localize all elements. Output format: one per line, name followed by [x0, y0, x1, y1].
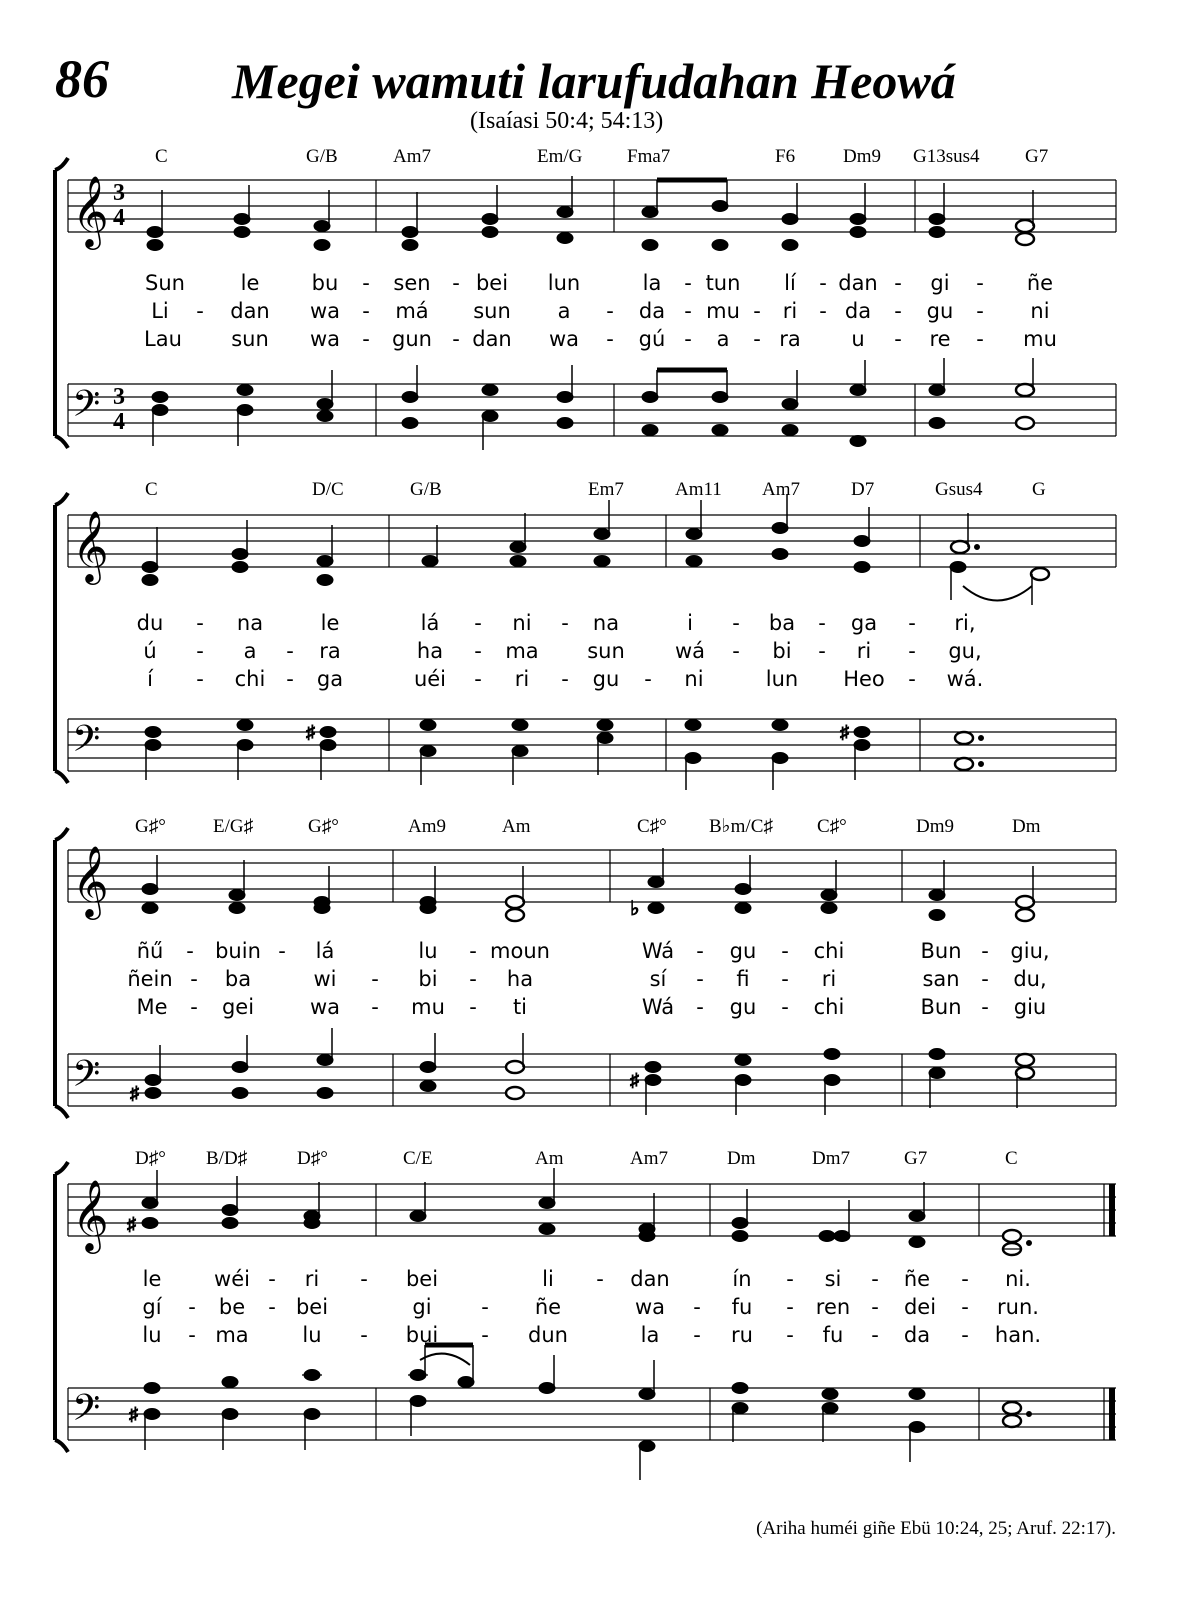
lyric-syllable: ru	[731, 1323, 753, 1347]
bass-notes	[130, 1028, 1034, 1115]
lyric-syllable: -	[481, 1323, 489, 1347]
lyric-syllable: -	[908, 611, 916, 635]
lyric-syllable: -	[819, 299, 827, 323]
chord-symbol: G7	[904, 1148, 928, 1169]
lyric-syllable: bi	[418, 967, 438, 991]
lyrics-verse-3	[147, 667, 983, 691]
chord-symbol: C♯°	[637, 816, 667, 837]
time-signature-top: 3	[113, 384, 125, 410]
chord-symbol: G	[1032, 479, 1046, 500]
lyric-syllable: -	[961, 1295, 969, 1319]
lyric-syllable: ra	[319, 639, 341, 663]
lyric-syllable: -	[684, 271, 692, 295]
chord-symbol: D7	[851, 479, 875, 500]
lyric-syllable: -	[894, 271, 902, 295]
treble-clef: 𝄞	[72, 844, 109, 917]
lyric-syllable: la	[640, 1323, 660, 1347]
lyric-syllable: -	[696, 995, 704, 1019]
lyric-syllable: ni.	[1005, 1267, 1031, 1291]
lyric-syllable: tun	[705, 271, 741, 295]
song-title: Megei wamuti larufudahan Heowá	[232, 53, 956, 109]
scripture-reference: (Isaíasi 50:4; 54:13)	[470, 108, 664, 134]
chord-symbols	[135, 1148, 1018, 1169]
lyric-syllable: -	[371, 995, 379, 1019]
lyric-syllable: giu,	[1010, 939, 1050, 963]
lyric-syllable: -	[871, 1267, 879, 1291]
lyric-syllable: li	[542, 1267, 554, 1291]
lyric-syllable: -	[693, 1295, 701, 1319]
lyric-syllable: ñű	[136, 939, 164, 963]
lyric-syllable: -	[474, 611, 482, 635]
system-bracket	[55, 493, 68, 783]
lyrics-verse-1	[143, 1267, 1031, 1291]
lyric-syllable: wa	[309, 995, 341, 1019]
chord-symbol: C	[1005, 1148, 1018, 1169]
lyric-syllable: ha	[416, 639, 444, 663]
lyric-syllable: ni	[684, 667, 704, 691]
chord-symbol: Em/G	[537, 146, 583, 167]
chord-symbol: G♯°	[308, 816, 339, 837]
time-signature-top: 3	[113, 180, 125, 206]
chord-symbol: C/E	[403, 1148, 433, 1169]
lyric-syllable: -	[894, 299, 902, 323]
lyric-syllable: -	[188, 1323, 196, 1347]
bass-clef: 𝄢	[72, 383, 101, 434]
lyric-syllable: fu	[822, 1323, 844, 1347]
lyric-syllable: buin	[215, 939, 261, 963]
chord-symbol: D♯°	[135, 1148, 166, 1169]
chord-symbol: C♯°	[817, 816, 847, 837]
treble-clef: 𝄞	[72, 174, 109, 247]
lyric-syllable: ba	[224, 967, 252, 991]
chord-symbol: D♯°	[297, 1148, 328, 1169]
lyric-syllable: Me	[136, 995, 168, 1019]
lyric-syllable: -	[961, 1323, 969, 1347]
chord-symbols	[135, 816, 1041, 837]
lyric-syllable: -	[696, 939, 704, 963]
lyric-syllable: -	[469, 967, 477, 991]
lyric-syllable: lu	[418, 939, 438, 963]
lyric-syllable: -	[362, 271, 370, 295]
chord-symbol: F6	[775, 146, 796, 167]
lyric-syllable: -	[961, 1267, 969, 1291]
lyric-syllable: -	[818, 611, 826, 635]
lyric-syllable: bu	[311, 271, 339, 295]
lyrics-verse-2	[142, 1295, 1039, 1319]
chord-symbol: G♯°	[135, 816, 166, 837]
chord-symbol: C	[155, 146, 168, 167]
lyric-syllable: bei	[475, 271, 509, 295]
lyric-syllable: -	[981, 995, 989, 1019]
lyric-syllable: -	[908, 639, 916, 663]
treble-staff	[68, 850, 1116, 902]
chord-symbol: Am9	[408, 816, 446, 837]
lyric-syllable: ñe	[1026, 271, 1054, 295]
lyric-syllable: -	[268, 1295, 276, 1319]
lyric-syllable: lá	[315, 939, 335, 963]
lyric-syllable: -	[561, 611, 569, 635]
lyric-syllable: ri	[821, 967, 837, 991]
lyric-syllable: ñein	[127, 967, 173, 991]
treble-notes	[142, 848, 1034, 921]
lyric-syllable: -	[196, 299, 204, 323]
lyric-syllable: la	[642, 271, 662, 295]
chord-symbol: Am	[535, 1148, 564, 1169]
chord-symbol: C	[145, 479, 158, 500]
lyric-syllable: dan	[630, 1267, 670, 1291]
lyric-syllable: -	[976, 299, 984, 323]
lyric-syllable: -	[976, 327, 984, 351]
lyric-syllable: wa	[309, 327, 341, 351]
lyric-syllable: -	[786, 1267, 794, 1291]
lyric-syllable: -	[696, 967, 704, 991]
lyric-syllable: ga	[850, 611, 878, 635]
lyric-syllable: -	[732, 611, 740, 635]
lyric-syllable: -	[981, 967, 989, 991]
lyric-syllable: gun	[392, 327, 432, 351]
svg-text:♯: ♯	[127, 1214, 136, 1234]
lyric-syllable: gu	[729, 995, 757, 1019]
chord-symbol: B/D♯	[206, 1148, 248, 1169]
lyric-syllable: wa	[548, 327, 580, 351]
lyric-syllable: sí	[649, 967, 667, 991]
lyric-syllable: a	[243, 639, 257, 663]
lyric-syllable: gi	[412, 1295, 432, 1319]
lyric-syllable: bei	[405, 1267, 439, 1291]
lyric-syllable: -	[362, 299, 370, 323]
lyrics-verse-3	[142, 1323, 1041, 1347]
lyric-syllable: chi	[813, 939, 845, 963]
chord-symbol: E/G♯	[213, 816, 254, 837]
lyrics-verse-1	[137, 611, 976, 635]
lyric-syllable: si	[824, 1267, 842, 1291]
lyric-syllable: ri	[304, 1267, 320, 1291]
footer-reference: (Ariha huméi giñe Ebü 10:24, 25; Aruf. 22:17).	[756, 1518, 1116, 1539]
lyric-syllable: -	[606, 299, 614, 323]
lyrics-verse-1	[145, 271, 1053, 295]
lyrics-verse-1	[137, 939, 1050, 963]
lyric-syllable: ra	[779, 327, 801, 351]
chord-symbol: G/B	[410, 479, 442, 500]
lyric-syllable: -	[753, 327, 761, 351]
lyric-syllable: ga	[316, 667, 344, 691]
lyric-syllable: wá.	[946, 667, 984, 691]
lyric-syllable: -	[981, 939, 989, 963]
lyric-syllable: Bun	[920, 995, 962, 1019]
lyric-syllable: Lau	[144, 327, 182, 351]
lyric-syllable: a	[716, 327, 730, 351]
lyric-syllable: lun	[547, 271, 581, 295]
lyric-syllable: -	[360, 1267, 368, 1291]
lyric-syllable: chi	[234, 667, 266, 691]
lyric-syllable: -	[894, 327, 902, 351]
chord-symbols	[145, 479, 1046, 500]
lyric-syllable: -	[481, 1295, 489, 1319]
lyric-syllable: da	[844, 299, 872, 323]
bass-clef: 𝄢	[72, 1387, 101, 1438]
lyric-syllable: ba	[768, 611, 796, 635]
lyric-syllable: gu,	[948, 639, 982, 663]
lyric-syllable: -	[684, 299, 692, 323]
lyric-syllable: be	[218, 1295, 246, 1319]
svg-text:♯: ♯	[840, 722, 849, 742]
lyric-syllable: da	[903, 1323, 931, 1347]
treble-notes	[127, 1168, 1032, 1255]
lyric-syllable: mu	[706, 299, 740, 323]
lyric-syllable: ñe	[903, 1267, 931, 1291]
lyric-syllable: na	[592, 611, 620, 635]
lyric-syllable: ú	[143, 639, 157, 663]
lyric-syllable: moun	[490, 939, 550, 963]
lyric-syllable: -	[196, 611, 204, 635]
lyrics-verse-3	[144, 327, 1057, 351]
system-3	[55, 816, 1116, 1118]
lyric-syllable: -	[452, 271, 460, 295]
lyric-syllable: -	[561, 667, 569, 691]
treble-staff	[68, 180, 1116, 232]
lyric-syllable: gú	[638, 327, 666, 351]
lyric-syllable: mu	[411, 995, 445, 1019]
lyric-syllable: -	[781, 967, 789, 991]
lyric-syllable: -	[190, 967, 198, 991]
chord-symbol: Fma7	[627, 146, 671, 167]
treble-clef: 𝄞	[72, 509, 109, 582]
lyric-syllable: gi	[930, 271, 950, 295]
lyric-syllable: dan	[838, 271, 878, 295]
bass-clef: 𝄢	[72, 1053, 101, 1104]
chord-symbol: Am	[502, 816, 531, 837]
chord-symbol: D/C	[312, 479, 344, 500]
chord-symbol: Am7	[630, 1148, 668, 1169]
lyric-syllable: gí	[142, 1295, 162, 1319]
system-bracket	[55, 828, 68, 1118]
bass-notes	[145, 720, 984, 791]
lyric-syllable: -	[469, 939, 477, 963]
svg-text:♭: ♭	[630, 898, 640, 920]
lyric-syllable: gu	[926, 299, 954, 323]
svg-text:♯: ♯	[130, 1083, 139, 1103]
lyric-syllable: Wá	[641, 939, 675, 963]
lyric-syllable: -	[196, 667, 204, 691]
lyric-syllable: ma	[215, 1323, 249, 1347]
lyric-syllable: -	[452, 327, 460, 351]
lyric-syllable: -	[190, 995, 198, 1019]
lyric-syllable: Bun	[920, 939, 962, 963]
lyric-syllable: -	[469, 995, 477, 1019]
lyric-syllable: -	[693, 1323, 701, 1347]
chord-symbols	[155, 146, 1048, 167]
lyric-syllable: bui	[405, 1323, 439, 1347]
lyric-syllable: dan	[472, 327, 512, 351]
chord-symbol: Gsus4	[935, 479, 983, 500]
lyric-syllable: dan	[230, 299, 270, 323]
bass-staff	[68, 384, 1116, 436]
lyric-syllable: -	[819, 271, 827, 295]
lyric-syllable: fi	[736, 967, 750, 991]
chord-symbol: G/B	[306, 146, 338, 167]
lyric-syllable: Sun	[145, 271, 185, 295]
lyric-syllable: -	[286, 639, 294, 663]
bass-notes	[129, 1345, 1032, 1480]
lyric-syllable: ri	[514, 667, 530, 691]
lyric-syllable: ri	[856, 639, 872, 663]
svg-text:♯: ♯	[129, 1404, 138, 1424]
lyric-syllable: chi	[813, 995, 845, 1019]
lyric-syllable: wá	[674, 639, 706, 663]
lyric-syllable: fu	[731, 1295, 753, 1319]
treble-clef: 𝄞	[72, 1178, 109, 1251]
lyric-syllable: -	[286, 667, 294, 691]
lyric-syllable: u	[851, 327, 865, 351]
lyric-syllable: gu	[592, 667, 620, 691]
lyric-syllable: sun	[231, 327, 269, 351]
lyric-syllable: bi	[772, 639, 792, 663]
lyrics-verse-2	[151, 299, 1049, 323]
bass-staff	[68, 1054, 1116, 1106]
lyric-syllable: du	[136, 611, 164, 635]
lyric-syllable: le	[320, 611, 340, 635]
lyric-syllable: giu	[1013, 995, 1047, 1019]
lyric-syllable: -	[818, 639, 826, 663]
lyric-syllable: ti	[512, 995, 528, 1019]
lyric-syllable: lí	[784, 271, 796, 295]
lyric-syllable: da	[638, 299, 666, 323]
lyric-syllable: -	[196, 639, 204, 663]
lyric-syllable: a	[557, 299, 571, 323]
lyric-syllable: lu	[302, 1323, 322, 1347]
lyric-syllable: i	[687, 611, 693, 635]
lyric-syllable: bei	[295, 1295, 329, 1319]
lyrics-verse-2	[143, 639, 981, 663]
lyric-syllable: má	[395, 299, 429, 323]
lyric-syllable: -	[976, 271, 984, 295]
lyric-syllable: ri	[782, 299, 798, 323]
lyric-syllable: -	[786, 1295, 794, 1319]
lyric-syllable: du,	[1013, 967, 1047, 991]
lyric-syllable: lun	[765, 667, 799, 691]
lyric-syllable: -	[474, 667, 482, 691]
lyric-syllable: -	[786, 1323, 794, 1347]
lyric-syllable: -	[596, 1267, 604, 1291]
lyric-syllable: -	[871, 1323, 879, 1347]
lyric-syllable: le	[240, 271, 260, 295]
lyric-syllable: -	[908, 667, 916, 691]
system-2	[55, 479, 1116, 790]
lyric-syllable: sun	[587, 639, 625, 663]
lyric-syllable: uéi	[413, 667, 447, 691]
chord-symbol: Dm	[727, 1148, 756, 1169]
chord-symbol: G7	[1025, 146, 1049, 167]
lyric-syllable: -	[684, 327, 692, 351]
lyric-syllable: wa	[309, 299, 341, 323]
lyric-syllable: lá	[420, 611, 440, 635]
svg-text:♯: ♯	[630, 1070, 639, 1090]
lyrics-verse-2	[127, 967, 1046, 991]
lyric-syllable: ín	[732, 1267, 752, 1291]
lyric-syllable: Heo	[843, 667, 885, 691]
lyric-syllable: sun	[473, 299, 511, 323]
time-signature-bottom: 4	[113, 205, 125, 231]
lyric-syllable: ha	[506, 967, 534, 991]
system-1	[55, 146, 1116, 450]
treble-notes	[147, 176, 1034, 251]
lyric-syllable: Wá	[641, 995, 675, 1019]
lyric-syllable: le	[142, 1267, 162, 1291]
svg-text:♯: ♯	[306, 722, 315, 742]
lyric-syllable: mu	[1023, 327, 1057, 351]
system-bracket	[55, 158, 68, 448]
lyric-syllable: -	[360, 1323, 368, 1347]
lyric-syllable: san	[922, 967, 960, 991]
lyric-syllable: dei	[903, 1295, 937, 1319]
lyric-syllable: -	[474, 639, 482, 663]
lyric-syllable: na	[236, 611, 264, 635]
lyric-syllable: han.	[994, 1323, 1042, 1347]
lyric-syllable: -	[781, 995, 789, 1019]
lyrics-verse-3	[136, 995, 1046, 1019]
lyric-syllable: ren	[815, 1295, 851, 1319]
lyric-syllable: -	[186, 939, 194, 963]
system-bracket	[55, 1162, 68, 1452]
lyric-syllable: re	[929, 327, 951, 351]
lyric-syllable: -	[278, 939, 286, 963]
lyric-syllable: -	[644, 667, 652, 691]
lyric-syllable: í	[147, 667, 153, 691]
lyric-syllable: ni	[1030, 299, 1050, 323]
chord-symbol: G13sus4	[913, 146, 980, 167]
chord-symbol: Em7	[588, 479, 624, 500]
chord-symbol: Dm	[1012, 816, 1041, 837]
chord-symbol: Am11	[675, 479, 722, 500]
chord-symbol: Dm9	[843, 146, 881, 167]
treble-notes	[142, 494, 1049, 605]
lyric-syllable: ni	[512, 611, 532, 635]
lyric-syllable: wi	[313, 967, 337, 991]
system-4	[55, 1148, 1116, 1480]
lyric-syllable: -	[268, 1267, 276, 1291]
chord-symbol: Dm9	[916, 816, 954, 837]
lyric-syllable: lu	[142, 1323, 162, 1347]
lyric-syllable: -	[753, 299, 761, 323]
lyric-syllable: dun	[528, 1323, 568, 1347]
lyric-syllable: -	[606, 327, 614, 351]
lyric-syllable: -	[362, 327, 370, 351]
song-number: 86	[55, 49, 109, 109]
lyric-syllable: -	[371, 967, 379, 991]
lyric-syllable: sen	[393, 271, 431, 295]
lyric-syllable: wa	[634, 1295, 666, 1319]
lyric-syllable: -	[781, 939, 789, 963]
lyric-syllable: run.	[997, 1295, 1039, 1319]
lyric-syllable: Li	[151, 299, 169, 323]
lyric-syllable: gei	[221, 995, 255, 1019]
lyric-syllable: ñe	[534, 1295, 562, 1319]
lyric-syllable: ri,	[954, 611, 976, 635]
lyric-syllable: wéi	[214, 1267, 250, 1291]
lyric-syllable: -	[188, 1295, 196, 1319]
bass-clef: 𝄢	[72, 718, 101, 769]
lyric-syllable: gu	[729, 939, 757, 963]
chord-symbol: Am7	[393, 146, 431, 167]
chord-symbol: Dm7	[812, 1148, 850, 1169]
chord-symbol: Am7	[762, 479, 800, 500]
lyric-syllable: ma	[505, 639, 539, 663]
chord-symbol: B♭m/C♯	[709, 816, 773, 837]
lyric-syllable: -	[732, 639, 740, 663]
lyric-syllable: -	[871, 1295, 879, 1319]
time-signature-bottom: 4	[113, 409, 125, 435]
